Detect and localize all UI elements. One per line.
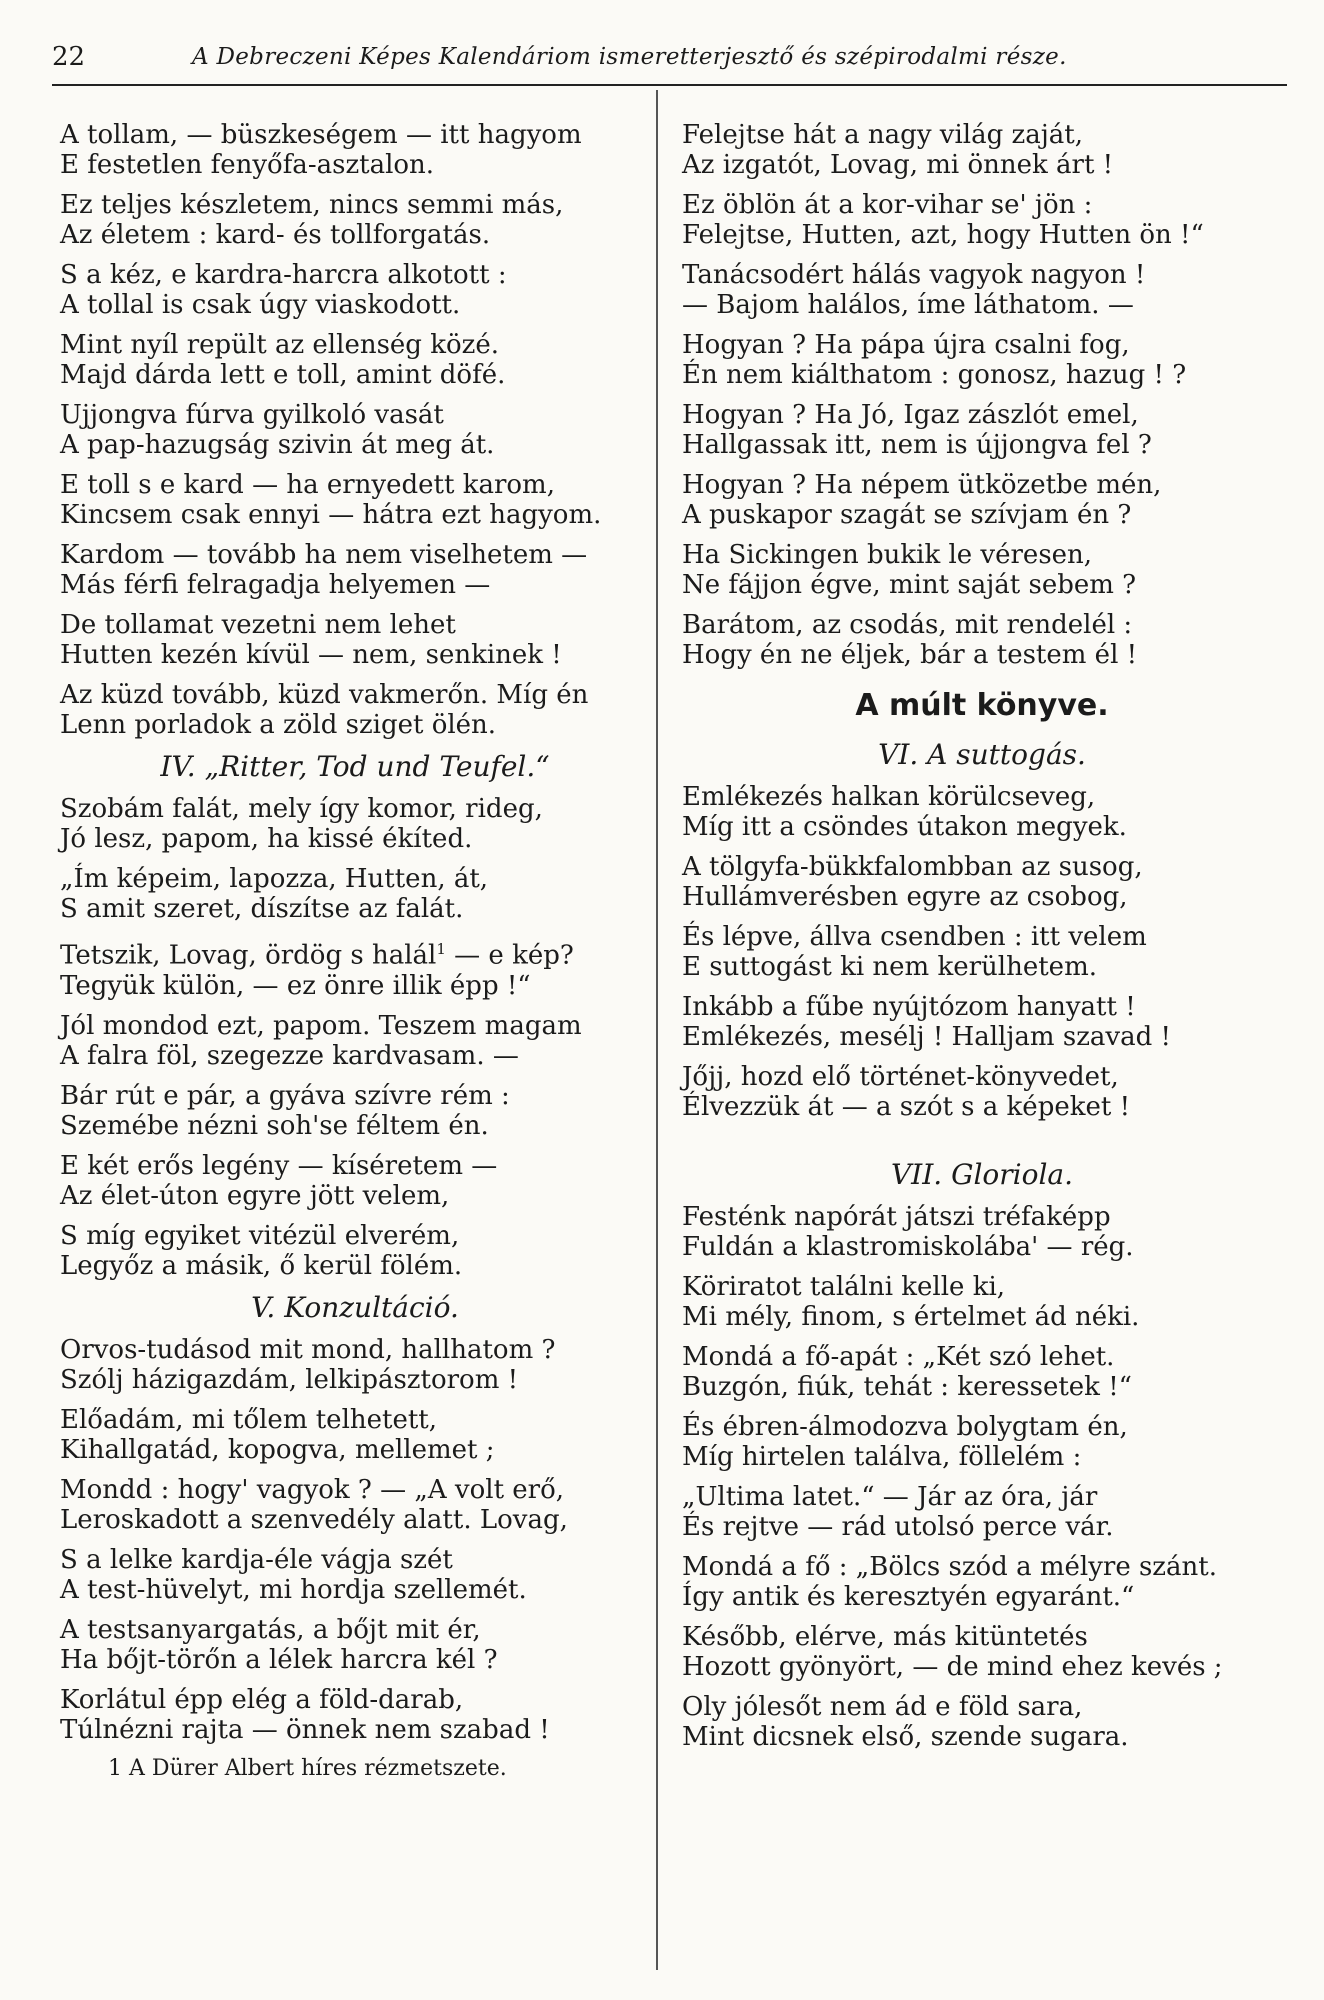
verse-line: S a kéz, e kardra-harcra alkotott :	[60, 260, 507, 290]
verse-line: És rejtve — rád utolsó perce vár.	[682, 1512, 1114, 1542]
verse-line: Hutten kezén kívül — nem, senkinek !	[60, 640, 562, 670]
stanza	[60, 540, 650, 600]
verse-line: Mondd : hogy' vagyok ? — „A volt erő,	[60, 1474, 565, 1505]
footnote-marker: 1	[436, 940, 446, 958]
verse-line: Bár rút e pár, a gyáva szívre rém :	[60, 1080, 510, 1111]
stanza	[60, 1615, 650, 1675]
verse-line: A testsanyargatás, a bőjt mit ér,	[60, 1614, 481, 1645]
verse-line: A tollal is csak úgy viaskodott.	[60, 290, 461, 320]
heading-vi: VI. A suttogás.	[878, 738, 1086, 771]
stanza	[60, 1405, 650, 1465]
stanza	[60, 864, 650, 924]
stanza	[682, 400, 1282, 460]
verse-line: Kihallgatád, kopogva, mellemet ;	[60, 1434, 495, 1465]
verse-line: Fuldán a klastromiskolába' — rég.	[682, 1232, 1134, 1262]
verse-line: A tollam, — büszkeségem — itt hagyom	[60, 120, 582, 150]
verse-line: Emlékezés, mesélj ! Halljam szavad !	[682, 1022, 1171, 1052]
stanza	[682, 1202, 1282, 1262]
left-poem-part-v	[60, 1335, 650, 1745]
verse-line: Ujjongva fúrva gyilkoló vasát	[60, 400, 444, 430]
verse-line: Mint nyíl repült az ellenség közé.	[60, 330, 499, 360]
verse-line: Később, elérve, más kitüntetés	[682, 1622, 1088, 1652]
verse-line: Jó lesz, papom, ha kissé ékíted.	[60, 824, 473, 854]
verse-line: Hogyan ? Ha népem ütközetbe mén,	[682, 470, 1162, 500]
stanza	[682, 1342, 1282, 1402]
stanza	[60, 120, 650, 180]
verse-line: Tanácsodért hálás vagyok nagyon !	[682, 260, 1146, 290]
stanza	[682, 260, 1282, 320]
right-poem-part-vii	[682, 1202, 1282, 1752]
verse-line: S a lelke kardja-éle vágja szét	[60, 1544, 453, 1575]
stanza	[682, 922, 1282, 982]
verse-line: Ne fájjon égve, mint saját sebem ?	[682, 570, 1137, 600]
verse-line: Orvos-tudásod mit mond, hallhatom ?	[60, 1334, 556, 1365]
stanza	[682, 610, 1282, 670]
verse-line: Élvezzük át — a szót s a képeket !	[682, 1092, 1131, 1122]
verse-line: Az küzd tovább, küzd vakmerőn. Míg én	[60, 680, 589, 710]
verse-line: E toll s e kard — ha ernyedett karom,	[60, 470, 555, 500]
verse-line: Hullámverésben egyre az csobog,	[682, 882, 1128, 912]
stanza	[60, 1475, 650, 1535]
heading-iv: IV. „Ritter, Tod und Teufel.“	[160, 750, 550, 783]
verse-line: De tollamat vezetni nem lehet	[60, 610, 456, 640]
verse-line: Az élet-úton egyre jött velem,	[60, 1180, 450, 1211]
stanza	[682, 470, 1282, 530]
verse-line: E festetlen fenyőfa-asztalon.	[60, 150, 435, 180]
verse-line: Korlátul épp elég a föld-darab,	[60, 1684, 464, 1715]
verse-line: Felejtse, Hutten, azt, hogy Hutten ön !“	[682, 220, 1204, 250]
footnote: 1 A Dürer Albert híres rézmetszete.	[108, 1755, 507, 1781]
verse-line: És ébren-álmodozva bolygtam én,	[682, 1412, 1128, 1442]
verse-line: Kardom — tovább ha nem viselhetem —	[60, 540, 588, 570]
stanza	[682, 1272, 1282, 1332]
stanza	[682, 330, 1282, 390]
verse-line: Hogy én ne éljek, bár a testem él !	[682, 640, 1138, 670]
right-poem-part-vi	[682, 782, 1282, 1122]
stanza	[682, 540, 1282, 600]
verse-line: S míg egyiket vitézül elverém,	[60, 1220, 460, 1251]
left-poem-part-iv-start	[60, 794, 650, 924]
verse-line: A falra föl, szegezze kardvasam. —	[60, 1040, 519, 1071]
stanza	[682, 120, 1282, 180]
verse-line: „Ultima latet.“ — Jár az óra, jár	[682, 1482, 1098, 1512]
verse-line: Mondá a fő : „Bölcs szód a mélyre szánt.	[682, 1552, 1217, 1582]
verse-line: Felejtse hát a nagy világ zaját,	[682, 120, 1083, 150]
verse-line: Én nem kiálthatom : gonosz, hazug ! ?	[682, 360, 1187, 390]
verse-line: Hallgassak itt, nem is újjongva fel ?	[682, 430, 1152, 460]
stanza	[682, 992, 1282, 1052]
stanza	[60, 934, 650, 1001]
verse-line: Festénk napórát játszi tréfaképp	[682, 1202, 1111, 1232]
verse-line: A puskapor szagát se szívjam én ?	[682, 500, 1132, 530]
left-poem-part-iv-end	[60, 1011, 650, 1281]
left-poem-part-iii	[60, 120, 650, 740]
stanza	[682, 1482, 1282, 1542]
verse-line: Tetszik, Lovag, ördög s halál$^1$ — e kép?	[60, 940, 574, 971]
verse-line: Majd dárda lett e toll, amint döfé.	[60, 360, 506, 390]
stanza	[60, 400, 650, 460]
verse-line: S amit szeret, díszítse az falát.	[60, 894, 464, 924]
stanza	[682, 1622, 1282, 1682]
stanza	[60, 1221, 650, 1281]
stanza	[682, 190, 1282, 250]
stanza	[682, 1692, 1282, 1752]
verse-line: Míg hirtelen találva, föllelém :	[682, 1442, 1082, 1472]
verse-line: A test-hüvelyt, mi hordja szellemét.	[60, 1574, 527, 1605]
verse-line: Más férfi felragadja helyemen —	[60, 570, 491, 600]
stanza	[60, 1545, 650, 1605]
verse-line: Szemébe nézni soh'se féltem én.	[60, 1110, 489, 1141]
left-column	[60, 120, 650, 1783]
page-number: 22	[52, 42, 86, 72]
verse-line: A pap-hazugság szivin át meg át.	[60, 430, 495, 460]
right-column	[682, 120, 1282, 1762]
right-poem-part-v-end	[682, 120, 1282, 670]
stanza	[60, 680, 650, 740]
verse-line: Szólj házigazdám, lelkipásztorom !	[60, 1364, 519, 1395]
verse-line: Ez öblön át a kor-vihar se' jön :	[682, 190, 1093, 220]
verse-line: Kincsem csak ennyi — hátra ezt hagyom.	[60, 500, 602, 530]
verse-line: Inkább a fűbe nyújtózom hanyatt !	[682, 992, 1136, 1022]
stanza	[60, 1151, 650, 1211]
stanza	[682, 1412, 1282, 1472]
verse-line: Oly jólesőt nem ád e föld sara,	[682, 1692, 1083, 1722]
stanza	[60, 794, 650, 854]
verse-line: Legyőz a másik, ő kerül fölém.	[60, 1250, 463, 1281]
verse-line: Lenn porladok a zöld sziget ölén.	[60, 710, 497, 740]
stanza	[60, 1011, 650, 1071]
verse-line: Hogyan ? Ha pápa újra csalni fog,	[682, 330, 1130, 360]
stanza	[60, 190, 650, 250]
page-header	[52, 38, 1287, 86]
verse-line: E két erős legény — kíséretem —	[60, 1150, 498, 1181]
stanza	[60, 1685, 650, 1745]
stanza	[60, 1081, 650, 1141]
verse-line: Buzgón, fiúk, tehát : keressetek !“	[682, 1372, 1132, 1402]
verse-line: Jól mondod ezt, papom. Teszem magam	[60, 1010, 582, 1041]
stanza	[682, 782, 1282, 842]
verse-line: Mint dicsnek első, szende sugara.	[682, 1722, 1129, 1752]
heading-v: V. Konzultáció.	[251, 1290, 459, 1324]
verse-line: Mondá a fő-apát : „Két szó lehet.	[682, 1342, 1115, 1372]
verse-line: Így antik és keresztyén egyaránt.“	[682, 1582, 1135, 1612]
verse-line: Leroskadott a szenvedély alatt. Lovag,	[60, 1504, 568, 1535]
verse-line: — Bajom halálos, íme láthatom. —	[682, 290, 1134, 320]
stanza	[60, 330, 650, 390]
verse-line: Ha bőjt-törőn a lélek harcra kél ?	[60, 1644, 498, 1675]
stanza	[682, 1062, 1282, 1122]
verse-line: És lépve, állva csendben : itt velem	[682, 922, 1147, 952]
verse-line: Az életem : kard- és tollforgatás.	[60, 220, 491, 250]
verse-line: Az izgatót, Lovag, mi önnek árt !	[682, 150, 1114, 180]
verse-line: „Ím képeim, lapozza, Hutten, át,	[60, 864, 489, 894]
verse-line: Tegyük külön, — ez önre illik épp !“	[60, 970, 531, 1001]
stanza	[60, 1335, 650, 1395]
stanza	[682, 1552, 1282, 1612]
stanza	[60, 470, 650, 530]
verse-line: Emlékezés halkan körülcseveg,	[682, 782, 1096, 812]
verse-line: Köriratot találni kelle ki,	[682, 1272, 1006, 1302]
stanza	[682, 852, 1282, 912]
verse-line: Mi mély, finom, s értelmet ád néki.	[682, 1302, 1140, 1332]
verse-line: Barátom, az csodás, mit rendelél :	[682, 610, 1133, 640]
running-title: A Debreczeni Képes Kalendáriom ismeretterjesztő és szépirodalmi része.	[192, 44, 1067, 70]
verse-line: Szobám falát, mely így komor, rideg,	[60, 794, 543, 824]
verse-line: Ez teljes készletem, nincs semmi más,	[60, 190, 564, 220]
heading-vii: VII. Gloriola.	[890, 1158, 1074, 1191]
verse-line: Hogyan ? Ha Jó, Igaz zászlót emel,	[682, 400, 1139, 430]
verse-line: Jőjj, hozd elő történet-könyvedet,	[682, 1062, 1119, 1092]
column-divider	[656, 90, 658, 1970]
stanza	[60, 610, 650, 670]
verse-line: Előadám, mi tőlem telhetett,	[60, 1404, 438, 1435]
stanza	[60, 260, 650, 320]
verse-line: Túlnézni rajta — önnek nem szabad !	[60, 1714, 550, 1745]
chapter-title: A múlt könyve.	[855, 688, 1109, 723]
verse-line: Ha Sickingen bukik le véresen,	[682, 540, 1093, 570]
verse-line: E suttogást ki nem kerülhetem.	[682, 952, 1097, 982]
verse-line: Míg itt a csöndes útakon megyek.	[682, 812, 1127, 842]
verse-line: Hozott gyönyört, — de mind ehez kevés ;	[682, 1652, 1223, 1682]
verse-line: A tölgyfa-bükkfalombban az susog,	[682, 852, 1143, 882]
